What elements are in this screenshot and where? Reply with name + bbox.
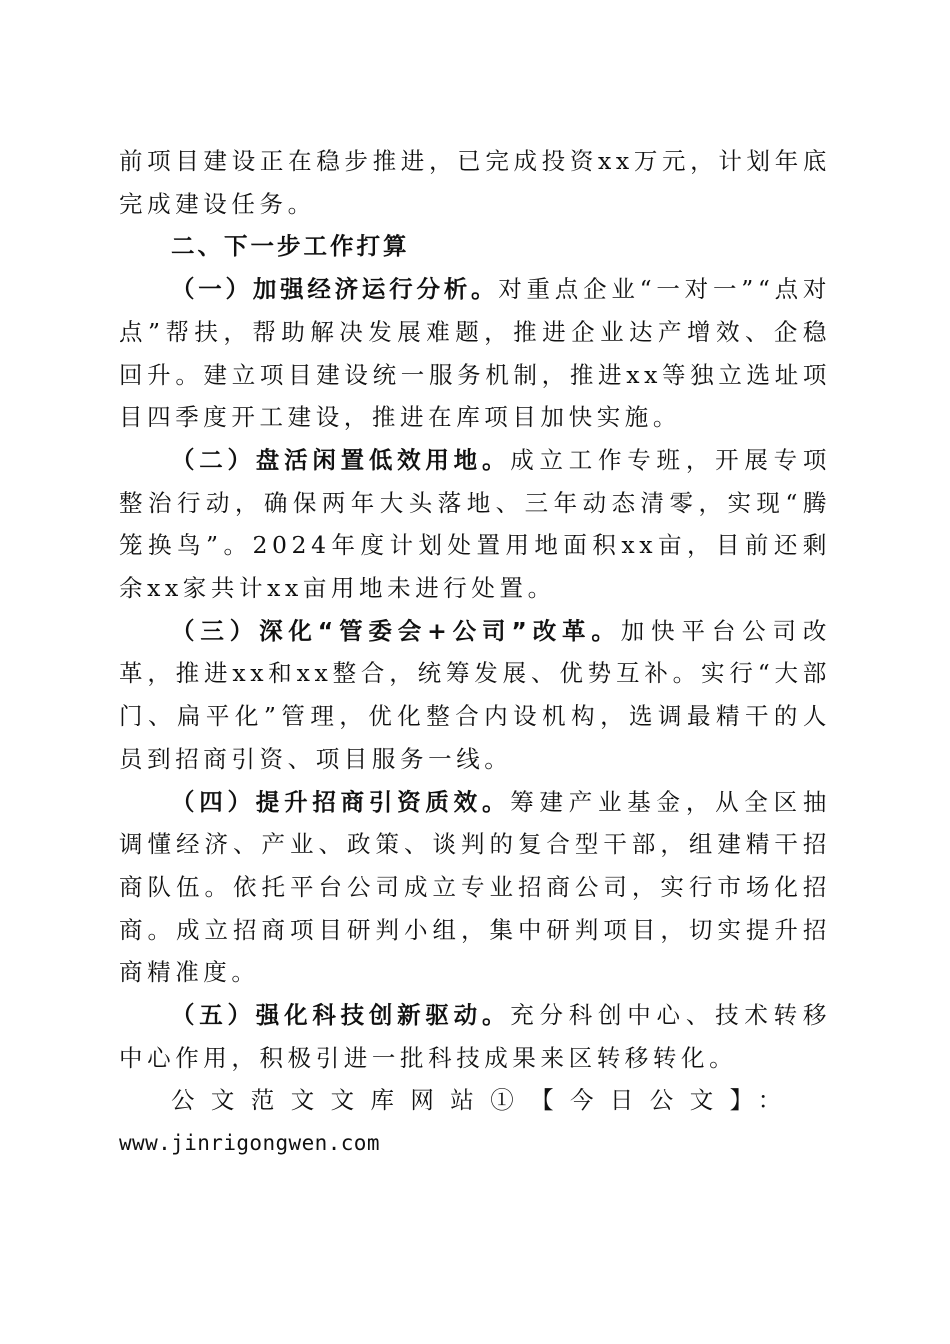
document-page [119,140,831,1165]
item-lead-2: （二）盘活闲置低效用地。 [171,445,511,474]
item-body-1: 对重点企业“一对一”“点对点”帮扶，帮助解决发展难题，推进企业达产增效、企稳回升。建立项目建设统一服务机制，推进xx等独立选址项目四季度开工建设，推进在库项目加快实施。 [119,275,831,432]
item-paragraph-5 [119,994,831,1079]
item-paragraph-3 [119,610,831,781]
item-lead-3: （三）深化“管委会+公司”改革。 [171,616,621,645]
item-lead-1: （一）加强经济运行分析。 [171,275,499,304]
item-body-2: 成立工作专班，开展专项整治行动，确保两年大头落地、三年动态清零，实现“腾笼换鸟”。2024年度计划处置用地面积xx亩，目前还剩余xx家共计xx亩用地未进行处置。 [119,445,831,603]
footer-site-line: 公文范文文库网站①【今日公文】： [171,1086,798,1115]
section-heading: 二、下一步工作打算 [171,232,410,261]
continuation-paragraph: 前项目建设正在稳步推进，已完成投资xx万元，计划年底完成建设任务。 [119,147,831,218]
item-body-5: 充分科创中心、技术转移中心作用，积极引进一批科技成果来区转移转化。 [119,1001,831,1072]
item-paragraph-4 [119,781,831,995]
footer-url[interactable]: www.jinrigongwen.com [119,1131,380,1156]
item-body-3: 加快平台公司改革，推进xx和xx整合，统筹发展、优势互补。实行“大部门、扁平化”管理，优化整合内设机构，选调最精干的人员到招商引资、项目服务一线。 [119,616,831,773]
item-body-4: 筹建产业基金，从全区抽调懂经济、产业、政策、谈判的复合型干部，组建精干招商队伍。依托平台公司成立专业招商公司，实行市场化招商。成立招商项目研判小组，集中研判项目，切实提升招商精准度。 [119,787,831,987]
item-paragraph-1 [119,268,831,439]
item-lead-4: （四）提升招商引资质效。 [171,787,511,816]
item-lead-5: （五）强化科技创新驱动。 [171,1001,511,1030]
item-paragraph-2 [119,439,831,610]
